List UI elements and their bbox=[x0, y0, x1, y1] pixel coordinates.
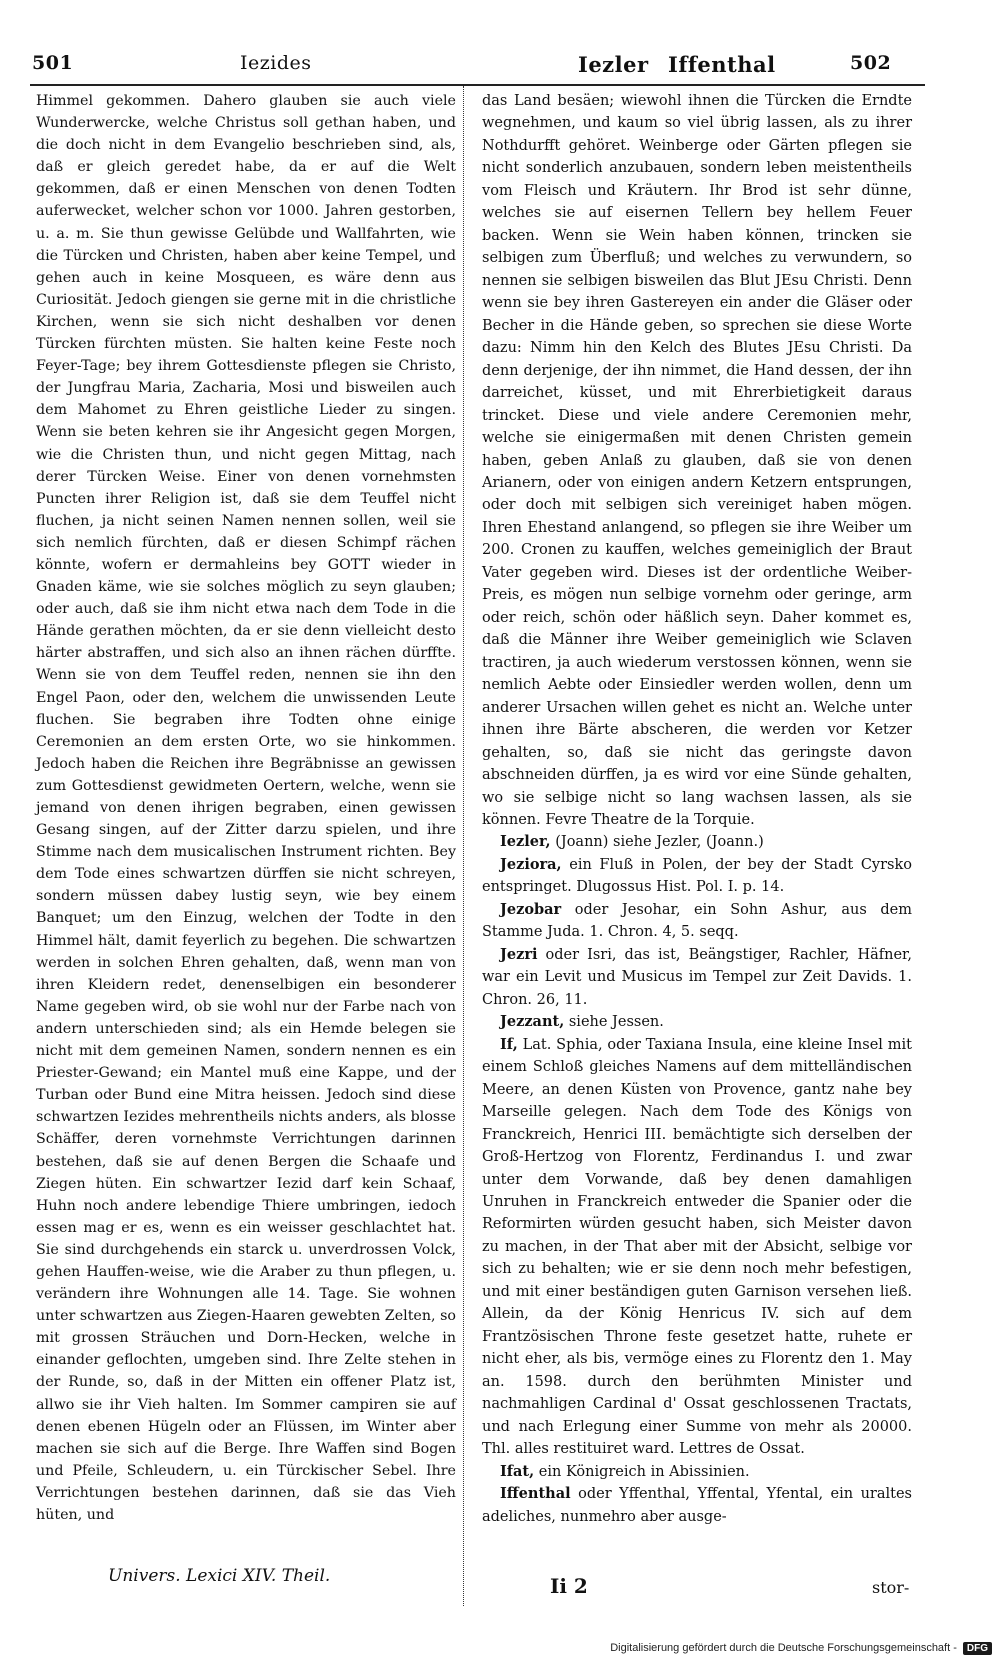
right-column bbox=[482, 90, 912, 1528]
entry-text: (Joann) siehe Jezler, (Joann.) bbox=[550, 834, 764, 851]
running-head-right-1: Iezler bbox=[578, 52, 649, 77]
signature-right: Ii 2 bbox=[550, 1574, 588, 1598]
lexicon-entry bbox=[482, 899, 912, 944]
catchword: stor- bbox=[872, 1578, 910, 1597]
lexicon-entry bbox=[482, 831, 912, 853]
entry-text: Lat. Sphia, oder Taxiana Insula, eine kleine Insel mit einem Schloß gleiches Namens auf dem mittelländischen Meere, an denen Küsten von Provence, gantz nahe bey Marseille gelegen. Nach dem Tode des Königs von Franckreich, Henrici III. bemächtigte sich derselben der Groß-Hertzog von Florentz, Ferdinandus I. und zwar unter dem Vorwande, daß bey denen damahligen Unruhen in Franckreich entweder die Spanier oder die Reformirten würden gesucht haben, sich Meister davon zu machen, in der That aber mit der Absicht, selbige vor sich zu behalten; wie er sie denn noch mehr befestigen, und mit einer beständigen guten Garnison versehen ließ. Allein, da der König Henricus IV. sich auf dem Frantzösischen Throne feste gesetzet hatte, ruhete er nicht eher, als bis, vermöge eines zu Florentz den 1. May an. 1598. durch den berühmten Minister und nachmahligen Cardinal d' Ossat geschlossenen Tractats, und nach Erlegung einer Summe von mehr als 20000. Thl. alles restituiret ward. Lettres de Ossat. bbox=[482, 1036, 912, 1458]
entry-text: oder Isri, das ist, Beängstiger, Rachler, Häfner, war ein Levit und Musicus im Tempel zur Zeit Davids. 1. Chron. 26, 11. bbox=[482, 946, 912, 1008]
digitization-notice bbox=[572, 1638, 992, 1658]
entry-headword: Iffenthal bbox=[500, 1485, 571, 1503]
entry-headword: Iezler, bbox=[500, 833, 551, 851]
running-head-right-2: Iffenthal bbox=[668, 52, 776, 77]
lexicon-entries bbox=[482, 831, 912, 1528]
running-head-left: Iezides bbox=[240, 52, 312, 74]
entry-headword: Jeziora, bbox=[500, 855, 562, 873]
entry-text: siehe Jessen. bbox=[564, 1014, 664, 1031]
signature-left: Univers. Lexici XIV. Theil. bbox=[108, 1566, 331, 1586]
entry-headword: If, bbox=[500, 1035, 518, 1053]
left-column-text: Himmel gekommen. Dahero glauben sie auch viele Wunderwercke, welche Christus soll gethan haben, und die doch nicht in dem Evangelio beschrieben sind, als, daß er gleich geredet habe, da er auf die Welt gekommen, daß er einen Menschen von denen Todten auferwecket, welcher schon vor 1000. Jahren gestorben, u. a. m. Sie thun gewisse Gelübde und Wallfahrten, wie die Türcken und Christen, haben aber keine Tempel, und gehen auch in keine Mosqueen, es wäre denn aus Curiosität. Jedoch giengen sie gerne mit in die christliche Kirchen, wenn sie sich nicht deshalben vor denen Türcken fürchten müsten. Sie halten keine Feste noch Feyer-Tage; bey ihrem Gottesdienste pflegen sie Christo, der Jungfrau Maria, Zacharia, Mosi und bisweilen auch dem Mahomet zu Ehren geistliche Lieder zu singen. Wenn sie beten kehren sie ihr Angesicht gegen Morgen, wie die Christen thun, und nicht gegen Mittag, nach derer Türcken Weise. Einer von denen vornehmsten Puncten ihrer Religion ist, daß sie dem Teuffel nicht fluchen, ja nicht seinen Namen nennen sollen, weil sie sich nemlich fürchten, daß er diesen Schimpf rächen könnte, wofern er dermahleins bey GOTT wieder in Gnaden käme, wie sie solches möglich zu seyn glauben; oder auch, daß sie ihm nicht etwa nach dem Tode in die Hände gerathen möchten, da er sie denn vielleicht desto härter abstraffen, und sich also an ihnen rächen dürffte. Wenn sie von dem Teuffel reden, nennen sie ihn den Engel Paon, oder den, welchem die unwissenden Leute fluchen. Sie begraben ihre Todten ohne einige Ceremonien an dem ersten Orte, wo sie hinkommen. Jedoch haben die Reichen ihre Begräbnisse an gewissen zum Gottesdienst gewidmeten Oertern, welche, wenn sie jemand von denen ihrigen begraben, einen gewissen Gesang singen, auf der Zitter darzu spielen, und ihre Stimme nach dem musicalischen Instrument richten. Bey dem Tode eines schwartzen dürffen sie nicht schreyen, sondern müssen dabey lustig seyn, wie bey einem Banquet; um den Einzug, welchen der Todte in den Himmel hält, damit feyerlich zu begehen. Die schwartzen werden in solchen Ehren gehalten, daß, wenn man von ihren Kleidern redet, denenselbigen ein besonderer Name gegeben wird, ob sie wohl nur der Farbe nach von andern unterschieden sind; als ein Hemde belegen sie nicht mit dem gemeinen Namen, sondern nennen es ein Priester-Gewand; ein Mantel muß eine Kappe, und der Turban oder Bund eine Mitra heissen. Jedoch sind diese schwartzen Iezides mehrentheils nichts anders, als blosse Schäffer, deren vornehmste Verrichtungen darinnen bestehen, daß sie auf denen Bergen die Schaafe und Ziegen hüten. Ein schwartzer Iezid darf kein Schaaf, Huhn noch andere lebendige Thiere umbringen, iedoch essen mag er es, wenn es ein weisser geschlachtet hat. Sie sind durchgehends ein starck u. unverdrossen Volck, gehen Hauffen-weise, wie die Araber zu thun pflegen, u. verändern ihre Wohnungen alle 14. Tage. Sie wohnen unter schwartzen aus Ziegen-Haaren gewebten Zelten, so mit grossen Sträuchen und Dorn-Hecken, welche in einander geflochten, umgeben sind. Ihre Zelte stehen in der Runde, so, daß in der Mitten ein offener Platz ist, allwo sie ihr Vieh halten. Im Sommer campiren sie auf denen ebenen Hügeln oder an Flüssen, im Winter aber machen sie sich auf die Berge. Ihre Waffen sind Bogen und Pfeile, Schleudern, u. ein Türckischer Sebel. Ihre Verrichtungen bestehen darinnen, daß sie das Vieh hüten, und bbox=[36, 93, 456, 1523]
dfg-logo-icon: DFG bbox=[963, 1642, 992, 1655]
lexicon-entry bbox=[482, 1483, 912, 1528]
entry-text: ein Fluß in Polen, der bey der Stadt Cyrsko entspringet. Dlugossus Hist. Pol. I. p. 14. bbox=[482, 856, 912, 896]
left-column bbox=[36, 90, 456, 1526]
lexicon-entry bbox=[482, 1034, 912, 1461]
lexicon-entry bbox=[482, 1011, 912, 1033]
entry-headword: Jezri bbox=[500, 945, 538, 963]
page-number-right: 502 bbox=[850, 52, 892, 74]
entry-text: oder Yffenthal, Yffental, Yfental, ein uraltes adeliches, nunmehro aber ausge- bbox=[482, 1486, 912, 1525]
right-column-continuation: das Land besäen; wiewohl ihnen die Türcken die Erndte wegnehmen, und kaum so viel übrig lassen, als zu ihrer Nothdurfft gehöret. Weinberge oder Gärten pflegen sie nicht sonderlich anzubauen, sondern leben meistentheils vom Fleisch und Kräutern. Ihr Brod ist sehr dünne, welches sie auf eisernen Tellern bey hellem Feuer backen. Wenn sie Wein haben können, trincken sie selbigen zum Überfluß; und welches zu verwundern, so nennen sie selbigen bisweilen das Blut JEsu Christi. Denn wenn sie bey ihren Gastereyen ein ander die Gläser oder Becher in die Hände geben, so sprechen sie diese Worte dazu: Nimm hin den Kelch des Blutes JEsu Christi. Da denn derjenige, der ihn nimmet, die Hand dessen, der ihn darreichet, küsset, und mit Ehrerbietigkeit daraus trincket. Diese und viele andere Ceremonien mehr, welche sie einigermaßen mit denen Christen gemein haben, geben Anlaß zu glauben, daß sie von denen Arianern, oder von einigen andern Ketzern entsprungen, oder doch mit selbigen sich vereiniget haben mögen. Ihren Ehestand anlangend, so pflegen sie ihre Weiber um 200. Cronen zu kauffen, welches gemeiniglich der Braut Vater gegeben wird. Dieses ist der ordentliche Weiber-Preis, es mögen nun selbige vornehm oder geringe, arm oder reich, schön oder häßlich seyn. Daher kommet es, daß die Männer ihre Weiber gemeiniglich wie Sclaven tractiren, ja auch wiederum verstossen können, wenn sie nemlich Aebte oder Einsiedler werden wollen, denn um anderer Ursachen willen gehet es nicht an. Welche unter ihnen ihre Bärte abscheren, die werden vor Ketzer gehalten, so, daß sie nicht das geringste davon abschneiden dürffen, ja es wird vor eine Sünde gehalten, wo sie selbige nicht so lang wachsen lassen, als sie können. Fevre Theatre de la Torquie. bbox=[482, 93, 912, 828]
digitization-text: Digitalisierung gefördert durch die Deutsche Forschungsgemeinschaft - bbox=[610, 1642, 957, 1654]
lexicon-entry bbox=[482, 944, 912, 1011]
column-divider bbox=[463, 86, 464, 1606]
entry-text: oder Jesohar, ein Sohn Ashur, aus dem Stamme Juda. 1. Chron. 4, 5. seqq. bbox=[482, 901, 912, 941]
entry-headword: Jezobar bbox=[500, 900, 562, 918]
entry-headword: Jezzant, bbox=[500, 1013, 565, 1031]
lexicon-entry bbox=[482, 854, 912, 899]
page-number-left: 501 bbox=[32, 52, 74, 74]
entry-headword: Ifat, bbox=[500, 1462, 535, 1480]
entry-text: ein Königreich in Abissinien. bbox=[534, 1463, 750, 1480]
header-rule bbox=[30, 84, 925, 86]
lexicon-entry bbox=[482, 1461, 912, 1483]
